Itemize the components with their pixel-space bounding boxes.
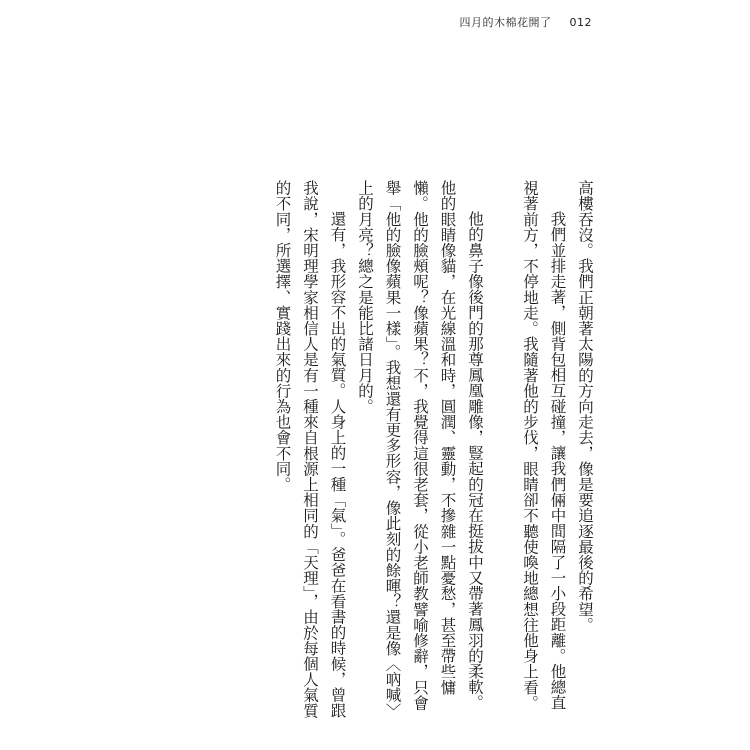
book-title: 四月的木棉花開了 xyxy=(459,16,552,29)
paragraph-break xyxy=(488,180,516,720)
paragraph-1: 高樓吞沒。我們正朝著太陽的方向走去，像是要追逐最後的希望。 xyxy=(576,180,594,633)
paragraph-3: 他的鼻子像後門的那尊鳳凰雕像，豎起的冠在挺拔中又帶著鳳羽的柔軟。他的眼睛像貓，在光線溫和時，圓潤、靈動，不摻雜一點憂愁，甚至帶些慵懶。他的臉頰呢？像蘋果？不，我覺得這很老套，從小老師教譬喻修辭，只會舉「他的臉像蘋果一樣」。我想還有更多形容，像此刻的餘暉？還是像〈吶喊〉上的月亮？總之是能比諸日月的。 xyxy=(356,180,484,719)
page-number: 012 xyxy=(569,16,592,29)
paragraph-2: 我們並排走著，側背包相互碰撞，讓我們倆中間隔了一小段距離。他總直視著前方，不停地走。我隨著他的步伐，眼睛卻不聽使喚地總想往他身上看。 xyxy=(521,180,567,711)
running-header xyxy=(460,14,593,30)
body-text xyxy=(268,180,598,720)
paragraph-4: 還有，我形容不出的氣質。人身上的一種「氣」。爸爸在看書的時候，曾跟我說，宋明理學家相信人是有一種來自根源上相同的「天理」，由於每個人氣質的不同，所選擇、實踐出來的行為也會不同。 xyxy=(273,180,347,719)
